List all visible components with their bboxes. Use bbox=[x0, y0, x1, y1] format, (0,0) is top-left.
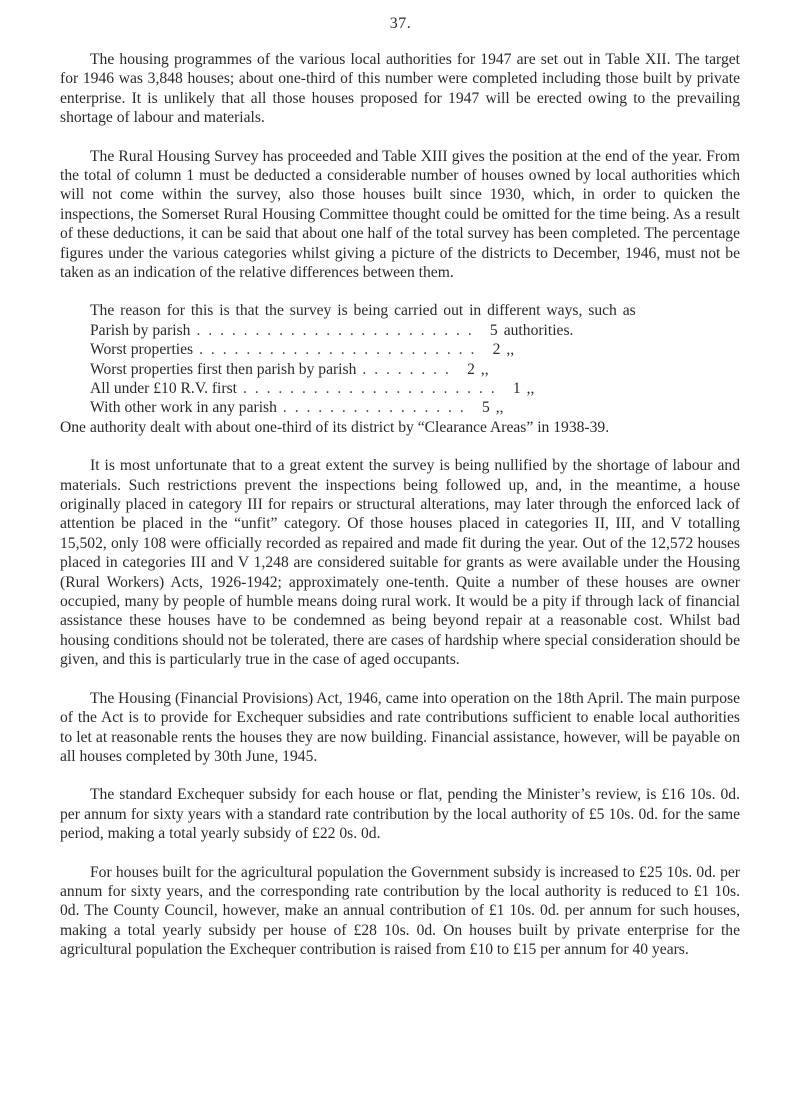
list-item bbox=[90, 321, 574, 340]
paragraph-gap bbox=[60, 128, 740, 147]
method-unit: ,, bbox=[526, 380, 535, 398]
list-item bbox=[90, 360, 530, 379]
leader-dots: . . . . . . . . bbox=[362, 360, 451, 378]
method-label: All under £10 R.V. first bbox=[90, 380, 237, 398]
paragraph-standard-subsidy: The standard Exchequer subsidy for each house or flat, pending the Minister’s review, is £16 10s. 0d. per annum for sixty years with a standard rate contribution by the local authority of £5 10s. 0d. for the same period, making a total yearly subsidy of £22 0s. 0d. bbox=[60, 786, 740, 843]
document-body bbox=[60, 50, 740, 960]
paragraph-housing-programmes: The housing programmes of the various local authorities for 1947 are set out in Table XII. The target for 1946 was 3,848 houses; about one-third of this number were completed including those built by private enterprise. It is unlikely that all those houses proposed for 1947 will be erected owing to the prevailing shortage of labour and materials. bbox=[60, 51, 740, 127]
paragraph-gap bbox=[60, 282, 740, 301]
paragraph-survey-nullified: It is most unfortunate that to a great extent the survey is being nullified by the shortage of labour and materials. Such restrictions prevent the inspections being followed up, and, in the meantime, a house originally placed in category III for repairs or structural alterations, may later through the enforced lack of attention be placed in the “unfit” category. Of those houses placed in categories II, III, and V totalling 15,502, only 108 were officially recorded as repaired and made fit during the year. Out of the 12,572 houses placed in categories III and V 1,248 are considered suitable for grants as were available under the Housing (Rural Workers) Acts, 1926-1942; approximately one-tenth. Quite a number of these houses are owner occupied, many by people of humble means doing rural work. It would be a pity if through lack of financial assistance these houses have to be condemned as being beyond repair at a reasonable cost. Whilst bad housing conditions should not be tolerated, there are cases of hardship where special consideration should be given, and this is particularly true in the case of aged occupants. bbox=[60, 457, 740, 669]
leader-dots: . . . . . . . . . . . . . . . . . . . . . . bbox=[242, 380, 497, 398]
survey-methods-list bbox=[60, 321, 574, 418]
paragraph-gap bbox=[60, 437, 740, 456]
method-label: With other work in any parish bbox=[90, 399, 277, 417]
method-unit: ,, bbox=[495, 399, 504, 417]
list-item bbox=[90, 340, 530, 359]
paragraph-agricultural-subsidy: For houses built for the agricultural population the Government subsidy is increased to £25 10s. 0d. per annum for sixty years, and the corresponding rate contribution by the local authority is reduced to £1 10s. 0d. The County Council, however, make an annual contribution of £1 10s. 0d. per annum for such houses, making a total yearly subsidy per house of £28 10s. 0d. On houses built by private enterprise for the agricultural population the Exchequer contribution is raised from £10 to £15 per annum for 40 years. bbox=[60, 863, 740, 959]
method-label: Worst properties bbox=[90, 341, 194, 359]
paragraph-rural-housing-survey: The Rural Housing Survey has proceeded and Table XIII gives the position at the end of the year. From the total of column 1 must be deducted a considerable number of houses owned by local authorities which will not come within the survey, also those houses built since 1930, which, in order to quicken the inspections, the Somerset Rural Housing Committee thought could be omitted for the time being. As a result of these deductions, it can be said that about one half of the total survey has been completed. The percentage figures under the various categories whilst giving a picture of the districts to December, 1946, must not be taken as an indication of the relative differences between them. bbox=[60, 147, 740, 282]
method-count: 5 bbox=[489, 321, 498, 339]
method-count: 2 bbox=[467, 360, 475, 378]
survey-reason-intro: The reason for this is that the survey is being carried out in different ways, such as bbox=[90, 302, 636, 320]
list-item bbox=[90, 398, 530, 417]
list-item bbox=[90, 379, 535, 398]
method-count: 1 bbox=[512, 380, 521, 398]
method-count: 5 bbox=[481, 399, 490, 417]
method-unit: ,, bbox=[480, 360, 489, 378]
paragraph-financial-provisions-act: The Housing (Financial Provisions) Act, 1946, came into operation on the 18th April. The main purpose of the Act is to provide for Exchequer subsidies and rate contributions sufficient to enable local authorities to let at reasonable rents the houses they are now building. Financial assistance, however, will be payable on all houses completed by 30th June, 1945. bbox=[60, 689, 740, 765]
paragraph-gap bbox=[60, 844, 740, 863]
paragraph-gap bbox=[60, 670, 740, 689]
method-count: 2 bbox=[492, 341, 501, 359]
leader-dots: . . . . . . . . . . . . . . . . bbox=[282, 399, 466, 417]
paragraph-gap bbox=[60, 766, 740, 785]
page-number: 37. bbox=[389, 15, 412, 32]
method-unit: authorities. bbox=[503, 321, 574, 339]
method-unit: ,, bbox=[506, 341, 515, 359]
clearance-areas-note: One authority dealt with about one-third of its district by “Clearance Areas” in 1938-39. bbox=[60, 418, 610, 436]
method-label: Parish by parish bbox=[90, 321, 191, 339]
leader-dots: . . . . . . . . . . . . . . . . . . . . . . . . bbox=[199, 341, 477, 359]
leader-dots: . . . . . . . . . . . . . . . . . . . . . . . . bbox=[196, 321, 474, 339]
method-label: Worst properties first then parish by parish bbox=[90, 360, 357, 378]
